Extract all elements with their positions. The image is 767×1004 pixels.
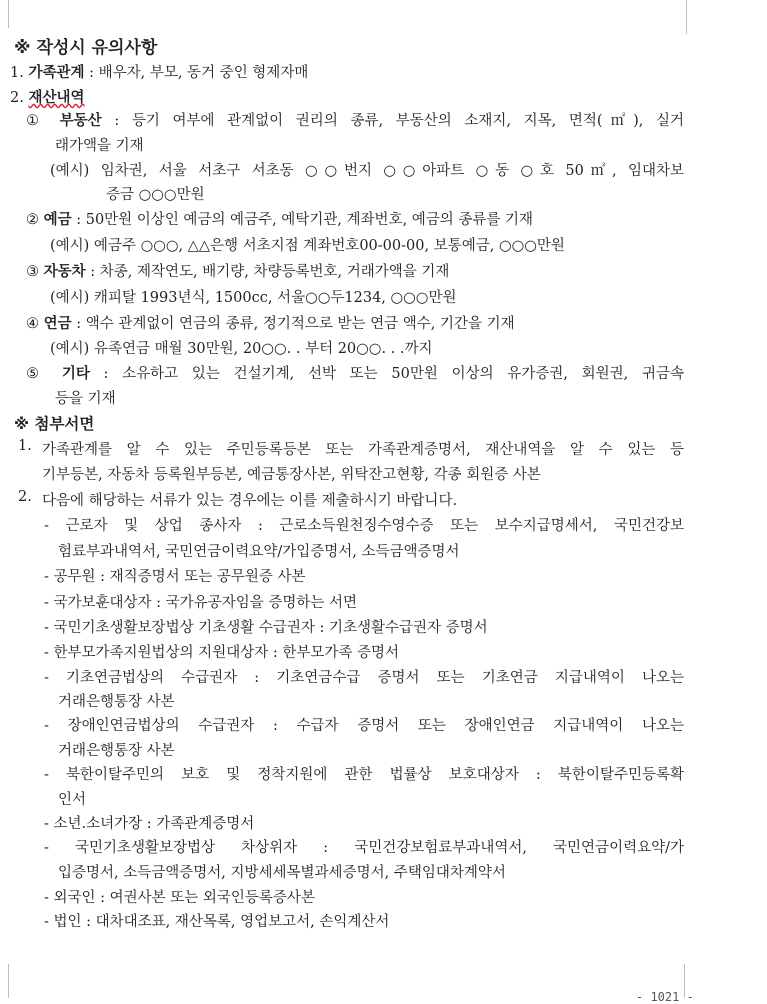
crop-mark-top-right bbox=[686, 0, 767, 34]
bullet-disability-pension-line1: - 장애인연금법상의 수급권자 : 수급자 증명서 또는 장애인연금 지급내역이 나오는 bbox=[44, 718, 684, 734]
sub-real-estate-example-2: 증금 ○○○만원 bbox=[106, 187, 205, 203]
sub-pension-line1 bbox=[26, 312, 515, 333]
sub-number: ③ bbox=[26, 264, 39, 280]
bullet-corporation: - 법인 : 대차대조표, 재산목록, 영업보고서, 손익계산서 bbox=[44, 914, 390, 930]
sub-real-estate-line1 bbox=[26, 109, 684, 130]
attachment-1-line1: 가족관계를 알 수 있는 주민등록등본 또는 가족관계증명서, 재산내역을 알 수 있는 등 bbox=[42, 442, 684, 458]
sub-text: : 등기 여부에 관계없이 권리의 종류, 부동산의 소재지, 지목, 면적(㎡), 실거 bbox=[101, 113, 685, 129]
bullet-single-parent: - 한부모가족지원법상의 지원대상자 : 한부모가족 증명서 bbox=[44, 645, 399, 661]
bullet-basic-pension-line2: 거래은행통장 사본 bbox=[58, 694, 175, 710]
item-number: 2. bbox=[10, 90, 24, 106]
item-label: 가족관계 bbox=[28, 65, 85, 81]
crop-mark-bottom-right bbox=[684, 964, 767, 998]
bullet-foreigner: - 외국인 : 여권사본 또는 외국인등록증사본 bbox=[44, 890, 315, 906]
sub-number: ① bbox=[26, 113, 48, 129]
sub-real-estate-example-1: (예시) 임차권, 서울 서초구 서초동 ○○번지 ○○아파트 ○동 ○호 50㎡, 임대차보 bbox=[50, 163, 684, 179]
attachment-1-number: 1. bbox=[18, 438, 32, 454]
sub-pension-example: (예시) 유족연금 매월 30만원, 20○○. . 부터 20○○. . .까지 bbox=[50, 341, 433, 357]
bullet-basic-pension-line1: - 기초연금법상의 수급권자 : 기초연금수급 증명서 또는 기초연금 지급내역이 나오는 bbox=[44, 670, 684, 686]
sub-label: 기타 bbox=[61, 366, 90, 382]
sub-number: ② bbox=[26, 212, 39, 228]
sub-deposit-line1 bbox=[26, 208, 533, 229]
section-title-notes: ※ 작성시 유의사항 bbox=[14, 38, 158, 58]
bullet-basic-livelihood: - 국민기초생활보장법상 기초생활 수급권자 : 기초생활수급권자 증명서 bbox=[44, 620, 488, 636]
sub-label: 자동차 bbox=[43, 264, 86, 280]
sub-text: : 액수 관계없이 연금의 종류, 정기적으로 받는 연금 액수, 기간을 기재 bbox=[71, 316, 515, 332]
sub-text: : 차종, 제작연도, 배기량, 차량등록번호, 거래가액을 기재 bbox=[85, 264, 450, 280]
sub-label: 부동산 bbox=[59, 113, 102, 129]
crop-mark-bottom-left bbox=[0, 964, 9, 998]
bullet-disability-pension-line2: 거래은행통장 사본 bbox=[58, 743, 175, 759]
item-label: 재산내역 bbox=[28, 90, 85, 106]
page-number: - 1021 - bbox=[636, 990, 694, 1004]
sub-deposit-example: (예시) 예금주 ○○○, △△은행 서초지점 계좌번호00-00-00, 보통예금, ○○○만원 bbox=[50, 238, 565, 254]
sub-car-line1 bbox=[26, 260, 449, 281]
sub-number: ④ bbox=[26, 316, 39, 332]
attachment-2-number: 2. bbox=[18, 489, 32, 505]
sub-other-line1 bbox=[26, 362, 684, 383]
sub-text: : 소유하고 있는 건설기계, 선박 또는 50만원 이상의 유가증권, 회원권, 귀금속 bbox=[89, 366, 685, 382]
bullet-near-poverty-line2: 입증명서, 소득금액증명서, 지방세세목별과세증명서, 주택임대차계약서 bbox=[58, 865, 506, 881]
bullet-public-servant: - 공무원 : 재직증명서 또는 공무원증 사본 bbox=[44, 569, 306, 585]
bullet-veteran: - 국가보훈대상자 : 국가유공자임을 증명하는 서면 bbox=[44, 595, 357, 611]
section-title-attachments: ※ 첨부서면 bbox=[14, 415, 95, 433]
sub-label: 예금 bbox=[43, 212, 72, 228]
attachment-1-line2: 기부등본, 자동차 등록원부등본, 예금통장사본, 위탁잔고현황, 각종 회원증 사본 bbox=[42, 467, 541, 483]
bullet-near-poverty-line1: - 국민기초생활보장법상 차상위자 : 국민건강보험료부과내역서, 국민연금이력요약/가 bbox=[44, 840, 684, 856]
sub-other-line2: 등을 기재 bbox=[55, 391, 116, 407]
item-text: : 배우자, 부모, 동거 중인 형제자매 bbox=[84, 65, 309, 81]
bullet-defector-line2: 인서 bbox=[58, 792, 87, 808]
sub-label: 연금 bbox=[43, 316, 72, 332]
sub-text: : 50만원 이상인 예금의 예금주, 예탁기관, 계좌번호, 예금의 종류를 기재 bbox=[71, 212, 534, 228]
sub-car-example: (예시) 캐피탈 1993년식, 1500cc, 서울○○두1234, ○○○만원 bbox=[50, 290, 457, 306]
bullet-worker-line2: 험료부과내역서, 국민연금이력요약/가입증명서, 소득금액증명서 bbox=[58, 544, 460, 560]
bullet-youth-householder: - 소년.소녀가장 : 가족관계증명서 bbox=[44, 816, 255, 832]
bullet-defector-line1: - 북한이탈주민의 보호 및 정착지원에 관한 법률상 보호대상자 : 북한이탈주민등록확 bbox=[44, 767, 684, 783]
item-number: 1. bbox=[10, 65, 24, 81]
item-family bbox=[10, 61, 308, 82]
item-assets bbox=[10, 86, 84, 107]
crop-mark-top-left bbox=[0, 0, 9, 28]
bullet-worker-line1: - 근로자 및 상업 종사자 : 근로소득원천징수영수증 또는 보수지급명세서, 국민건강보 bbox=[44, 518, 684, 534]
sub-number: ⑤ bbox=[26, 366, 49, 382]
attachment-2-line1: 다음에 해당하는 서류가 있는 경우에는 이를 제출하시기 바랍니다. bbox=[42, 493, 458, 509]
sub-real-estate-line2: 래가액을 기재 bbox=[55, 138, 144, 154]
